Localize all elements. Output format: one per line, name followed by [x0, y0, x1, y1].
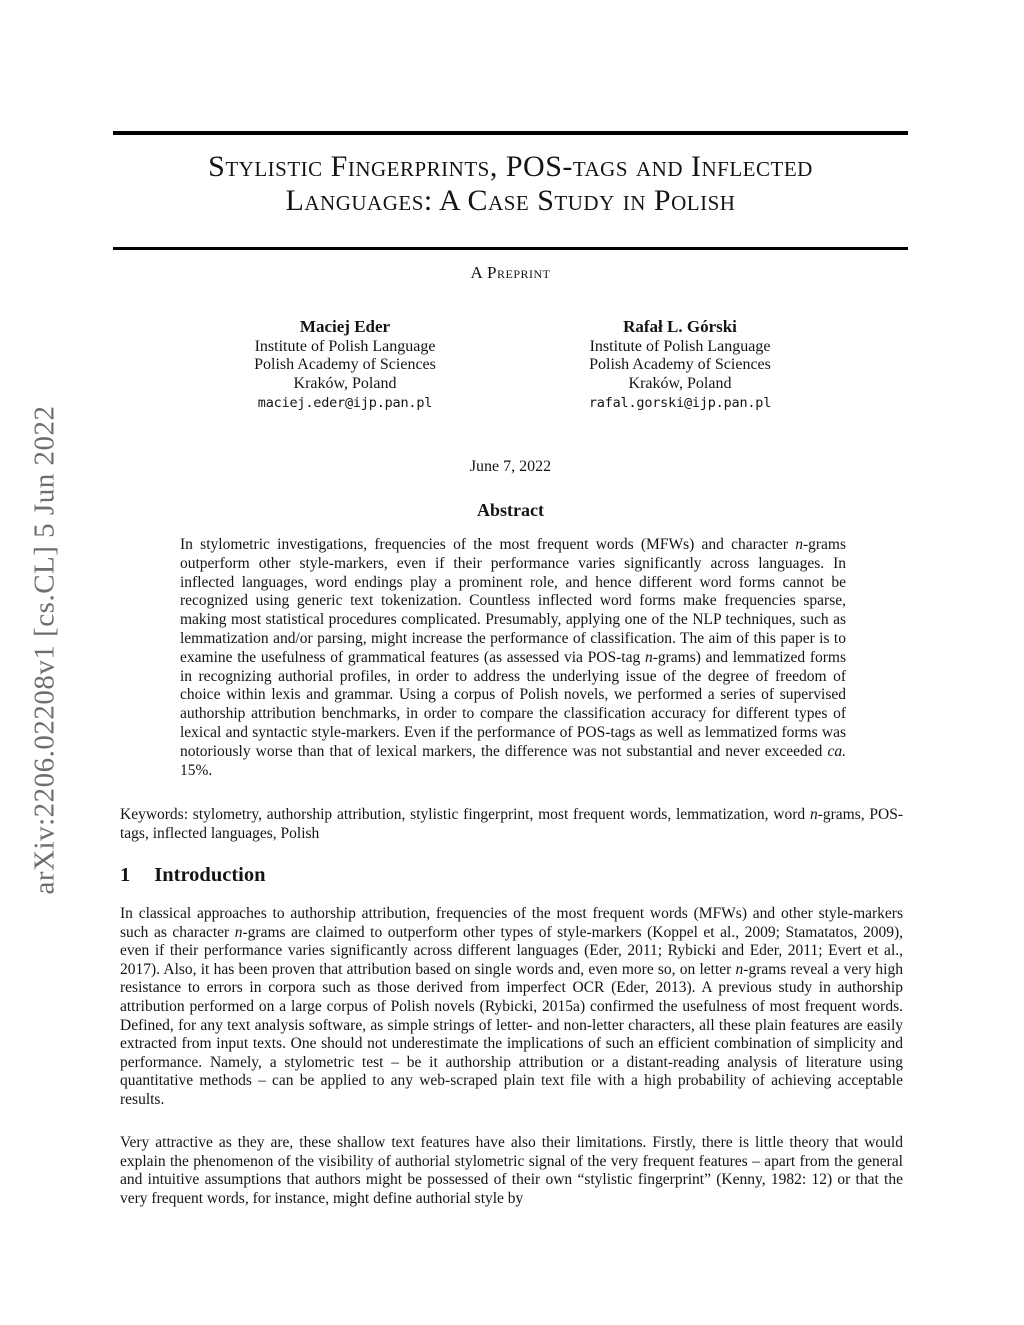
section-number: 1 [120, 864, 131, 886]
abstract-body: In stylometric investigations, frequencies of the most frequent words (MFWs) and character n-grams outperform other style-markers, even if their performance varies significantly across languages. In inflected languages, word endings play a prominent role, and hence different word forms cannot be recognized using generic text tokenization. Countless inflected word forms make frequencies sparse, making most statistical procedures complicated. Presumably, applying one of the NLP techniques, such as lemmatization and/or parsing, might increase the performance of classification. The aim of this paper is to examine the usefulness of grammatical features (as assessed via POS-tag n-grams) and lemmatized forms in recognizing authorial profiles, in order to address the underlying issue of the degree of freedom of choice within lexis and grammar. Using a corpus of Polish novels, we performed a series of supervised authorship attribution benchmarks, in order to compare the classification accuracy for different types of lexical and syntactic style-markers. Even if the performance of POS-tags as well as lemmatized forms was notoriously worse than that of lexical markers, the difference was not substantial and never exceeded ca. 15%. [180, 536, 847, 779]
arxiv-watermark: arXiv:2206.02208v1 [cs.CL] 5 Jun 2022 [28, 405, 61, 895]
intro-paragraph-2: Very attractive as they are, these shallow text features have also their limitations. Firstly, there is little theory that would explain the phenomenon of the visibility of authorial stylometric signal of the very frequent features – apart from the general and intuitive assumptions that authors might be possessed of their own “stylistic fingerprint” (Kenny, 1982: 12) or that the very frequent words, for instance, might define authorial style by [120, 1134, 903, 1207]
author-1-email: maciej.eder@ijp.pan.pl [257, 395, 433, 411]
author-block-2 [530, 318, 830, 413]
author-1-affiliation-institute: Institute of Polish Language [254, 337, 436, 355]
author-2-name: Rafał L. Górski [623, 317, 737, 336]
author-1-affiliation-academy: Polish Academy of Sciences [254, 356, 436, 373]
title-rule-top [113, 131, 908, 135]
intro-paragraph-1: In classical approaches to authorship attribution, frequencies of the most frequent words (MFWs) and other style-markers such as character n-grams are claimed to outperform other types of style-markers (Koppel et al., 2009; Stamatatos, 2009), even if their performance varies significantly across different languages (Eder, 2011; Rybicki and Eder, 2011; Evert et al., 2017). Also, it has been proven that attribution based on single words and, even more so, on letter n-grams reveal a very high resistance to errors in corpora such as those derived from imperfect OCR (Eder, 2013). A previous study in authorship attribution performed on a large corpus of Polish novels (Rybicki, 2015a) confirmed the usefulness of most frequent words. Defined, for any text analysis software, as simple strings of letter- and non-letter characters, all these plain features are easily extracted from input texts. One should not underestimate the implications of such an efficient combination of simplicity and performance. Namely, a stylometric test – be it authorship attribution or a distant-reading analysis of literature using quantitative methods – can be applied to any web-scraped plain text file with a high probability of achieving acceptable results. [120, 905, 903, 1108]
author-1-affiliation-city: Kraków, Poland [293, 374, 397, 392]
title-line-1: Stylistic Fingerprints, POS-tags and Inflected [208, 150, 813, 183]
author-2-email: rafal.gorski@ijp.pan.pl [588, 395, 772, 411]
title-line-2: Languages: A Case Study in Polish [285, 184, 736, 217]
abstract-heading: Abstract [477, 500, 544, 520]
publication-date: June 7, 2022 [469, 458, 552, 475]
keywords-line: Keywords: stylometry, authorship attribution, stylistic fingerprint, most frequent words, lemmatization, word n-grams, POS-tags, inflected languages, Polish [120, 806, 903, 842]
author-2-affiliation-academy: Polish Academy of Sciences [589, 356, 771, 373]
author-1-name: Maciej Eder [299, 317, 391, 336]
author-2-affiliation-city: Kraków, Poland [628, 374, 732, 392]
section-heading-introduction [120, 864, 266, 887]
section-title: Introduction [154, 864, 266, 886]
paper-title [113, 150, 908, 218]
author-block-1 [195, 318, 495, 413]
preprint-label: A Preprint [470, 263, 551, 282]
title-rule-bottom [113, 247, 908, 250]
author-2-affiliation-institute: Institute of Polish Language [589, 337, 771, 355]
